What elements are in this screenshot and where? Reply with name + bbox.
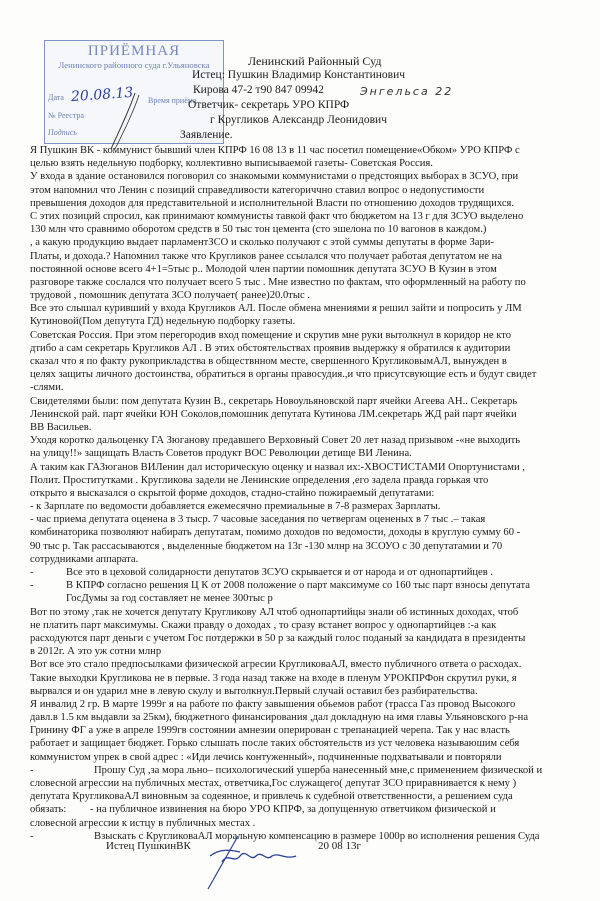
text-line: Полит. Проститутками . Кругликова задели не Ленинские определения ,его задела правда горькая что [30,474,489,486]
text-line: в 2012г. А это уж сотни млнр [30,646,162,658]
text-line: Свидетелями были: пом депутата Кузин В., секретарь Новоульяновской парт ячейки Агеева АН.. Секретарь [30,395,518,407]
paragraph-block-2 [30,606,595,764]
obligate-label: обязать: [30,804,67,816]
text-line: коммунистом упрек в свой адрес : «Иди лечись контуженный», подчиненные подхватывали и повторяли [30,751,502,763]
text-line: Уходя коротко дальоценку ГА Зюганову предавшего Верховный Совет 20 лет назад призывом -«не выходить [30,435,521,447]
text-line: С этих позиций спросил, как принимают коммунисты тавкой факт что бюджетом на 13 г для ЗСУО выделено [30,210,524,222]
text-line: открыто я высказался о скрытой форме доходов, стадно-стайно пожираемый депутатами: [30,487,435,499]
text-line: комбинаторика позволяют набирать депутатам, помимо доходов по ведомости, доходы в круглую сумму 60 - [30,527,521,539]
court-name: Ленинский Районный Суд [248,54,382,68]
request-text: Прошу Суд ,за мора льно– психологический ушерба нанесенный мне,с применением физической и [94,764,543,776]
text-line: целях защиты личного достоинства, обратиться в органы правосудия.,и что присутсвующие есть и будут свидет [30,369,537,381]
text-line: целью взять недельную подборку, коллективно выписываемой газеты- Советская Россия. [30,158,433,170]
handwritten-address-note: Энгельса 22 [360,85,454,98]
text-line: Гринину ФГ а уже в апреле 1999гв состоянии амнезии оперирован с трепанацией черепа. Так у нас власть [30,725,510,737]
text-line: Все это слышал куривший у входа Кругликов АЛ. После обмена мнениями я решил зайти и попросить у ЛМ [30,303,522,315]
stamp-date-label: Дата [48,93,64,102]
text-line: работает и защищает бюджет. Горько слышать после таких обстоятельств из уст человека называюшим себя [30,738,520,750]
text-line: Я инвалид 2 гр. В марте 1999г я на работе по факту завышения обьемов работ (трасса Газ провод Высокого [30,698,516,710]
text-line: 90 тыс р. Так рассасываются , выделенные бюджетом на 13г -130 млнр на ЗСОУО с 30 депутатамии и 70 [30,540,503,552]
text-line: Кутиновой(Пом депутута ГД) недельную подборку газеты. [30,316,296,328]
plaintiff-address: Кирова 47-2 т90 847 09942 [193,84,324,96]
text-line: разговоре также сослался что получает всего 5 тыс . Мне известно по фактам, что оформленный на работу по [30,276,526,288]
text-line: Платы, и дохода.? Напомнил также что Кругликов ранее ссылался что получает работая депутатом не на [30,250,502,262]
stamp-title: ПРИЁМНАЯ [87,43,181,59]
text-line: Вот по этому ,так не хочется депутату Кругликову АЛ чтоб однопартийцы знали об истинных доходах, чтоб [30,606,519,618]
text-line: -слями. [30,382,64,394]
text-line: расходуются парт деньги с учетом Гос потдержки в 50 р за каждый голос поданый за кандидата в президенты [30,632,526,644]
text-line: Ленинской рай. парт ячейки ЮН Соколов,помошник депутата Кутинова ЛМ.секретарь ЖД рай парт ячейки [30,408,517,420]
request-text: - на публичное извинения на бюро УРО КПРФ, за допущенную ответчиком физической и [90,804,496,816]
text-line: А таким как ГАЗюганов ВИЛенин дал историческую оценку и назвал их:-ХВОСТИСТАМИ Опортунистами , [30,461,525,473]
defendant: Ответчик- секретарь УРО КПРФ [188,99,350,111]
signature-date: 20 08 13г [318,840,362,852]
bullet-item: - Все это в цеховой солидарности депутатов ЗСУО скрывается и от народа и от однопартийцев . [30,567,494,578]
text-line: не платить парт максимумы. Скажи правду о доходах , то сразу встанет вопрос у однопартийцев :-а как [30,619,497,631]
text-line: ВВ Васильев. [30,421,92,433]
text-line: Такие выходки Кругликова не в первые. 3 года назад также на входе в пленум УРОКПРФон скрутил руки, я [30,672,517,684]
stamp-date-value: 20.08.13 [70,84,134,106]
bullet-item: - В КПРФ согласно решения Ц К от 2008 положение о парт максимуме со 160 тыс парт взносы депутата [30,580,530,592]
handwritten-signature [200,834,310,894]
text-line: , а какую продукцию выдает парламентЗСО и сколько получают с этой суммы депутаты в форме Зари- [30,237,494,249]
request-line-1: - Прошу Суд ,за мора льно– психологический ушерба нанесенный мне,с применением физической и [30,764,543,776]
bullet-text: В КПРФ согласно решения Ц К от 2008 положение о парт максимуме со 160 тыс парт взносы депутата [66,580,530,592]
defendant-name: г Кругликов Александр Леонидович [210,114,387,126]
request-line-4 [30,803,595,816]
request-line-5: словесной агрессии к истцу в публичных местах . [30,817,256,829]
request-line-3: депутата КругликоваАЛ виновным за содеянное, и привлечь к судебной ответственности, а решением суда [30,791,513,803]
stamp-signature-label: Подпись [48,128,77,137]
text-line: У входа в здание остановился поговорил со знакомыми коммунистами о предстоящих выборах в ЗСУО, при [30,171,519,183]
bullet-continuation: ГосДумы за год составляет не менее 300тыс р [66,593,273,605]
stamp-signature-stroke [105,91,145,151]
text-line: превышения доходов для представительной и исполнительной Власти по отношению доходов трудящихся. [30,197,515,209]
text-line: давл.в 1.5 км выдавли за 25км), бюджетного финансирования ,дал докладную на имя главы Ульяновского р-на [30,712,529,724]
text-line: Вот все это стало предпосылками физической агресии КругликоваАЛ, вместо публичного ответа о расходах. [30,659,522,671]
stamp-org: Ленинского районного суда г.Ульяновска [58,60,210,70]
stamp-time-label: Время приёма [148,96,197,105]
text-line: сказал что я по факту рукоприкладства в обществнном месте, свершенного КругликовымАЛ, вынужден в [30,356,507,367]
text-line: - к Зарплате по ведомости добавляется ежемесячно премиальные в 7-8 размерах Зарплаты. [30,501,441,513]
text-line: вырвался и он ударил мне в левую скулу и вытолкнул.Первый случай оставил без разбирательства. [30,685,478,697]
signature-label: Истец ПушкинВК [106,840,191,852]
request-line-6: - Взыскать с КругликоваАЛ моральную компенсацию в размере 1000р во исполнения решения Суда [30,830,540,842]
request-text: Взыскать с КругликоваАЛ моральную компенсацию в размере 1000р во исполнения решения Суда [94,830,540,842]
text-line: этом напомнил что Ленин с позиций справедливости категориччно ставил вопрос о недопустимости [30,184,485,196]
plaintiff: Истец: Пушкин Владимир Константинович [192,69,406,81]
text-line: на улицу!!» защищать Власть Советов продукт ВОС Революции детище ВИ Ленина. [30,448,412,460]
text-line: 130 млн что сравнимо оборотом средств в 50 тыс тон цемента (сто эшелона по 10 вагонов в каждом.) [30,224,487,236]
document-title: Заявление. [180,129,233,141]
text-line: трудовой , помошник депутата ЗСО получает( ранее)20.0тыс . [30,290,310,302]
bullet-text: Все это в цеховой солидарности депутатов ЗСУО скрывается и от народа и от однопартийцев . [66,567,494,578]
text-line: сотрудниками аппарата. [30,553,139,565]
statement-body [30,144,595,843]
text-line: дтибо а сам секретарь Кругликов АЛ . В этих обстоятельствах проявив выдержку я обратился к аудитории [30,342,511,354]
text-line: - час приема депутата оценена в 3 тыср. 7 часовые заседания по четвергам оцененых в 7 тыс .– такая [30,514,486,526]
paragraph-block-1 [30,144,595,566]
text-line: постоянной основе всего 4+1=5тыс р.. Молодой член партии помошник депутата ЗСУО В Кузин в этом [30,263,497,275]
text-line: Советская Россия. При этом перегородив вход помещение и скрутив мне руки вытолкнул в коридор не кто [30,329,512,341]
text-line: Я Пушкин ВК - коммунист бывший член КПРФ 16 08 13 в 11 час посетил помещение«Обком» УРО КПРФ с [30,145,520,156]
request-line-2: словесной агрессии на публичных местах, ответчика,Гос служащего( депутат ЗСО приравнивается к нему ) [30,778,517,789]
stamp-registry-label: № Реестра [48,111,84,120]
